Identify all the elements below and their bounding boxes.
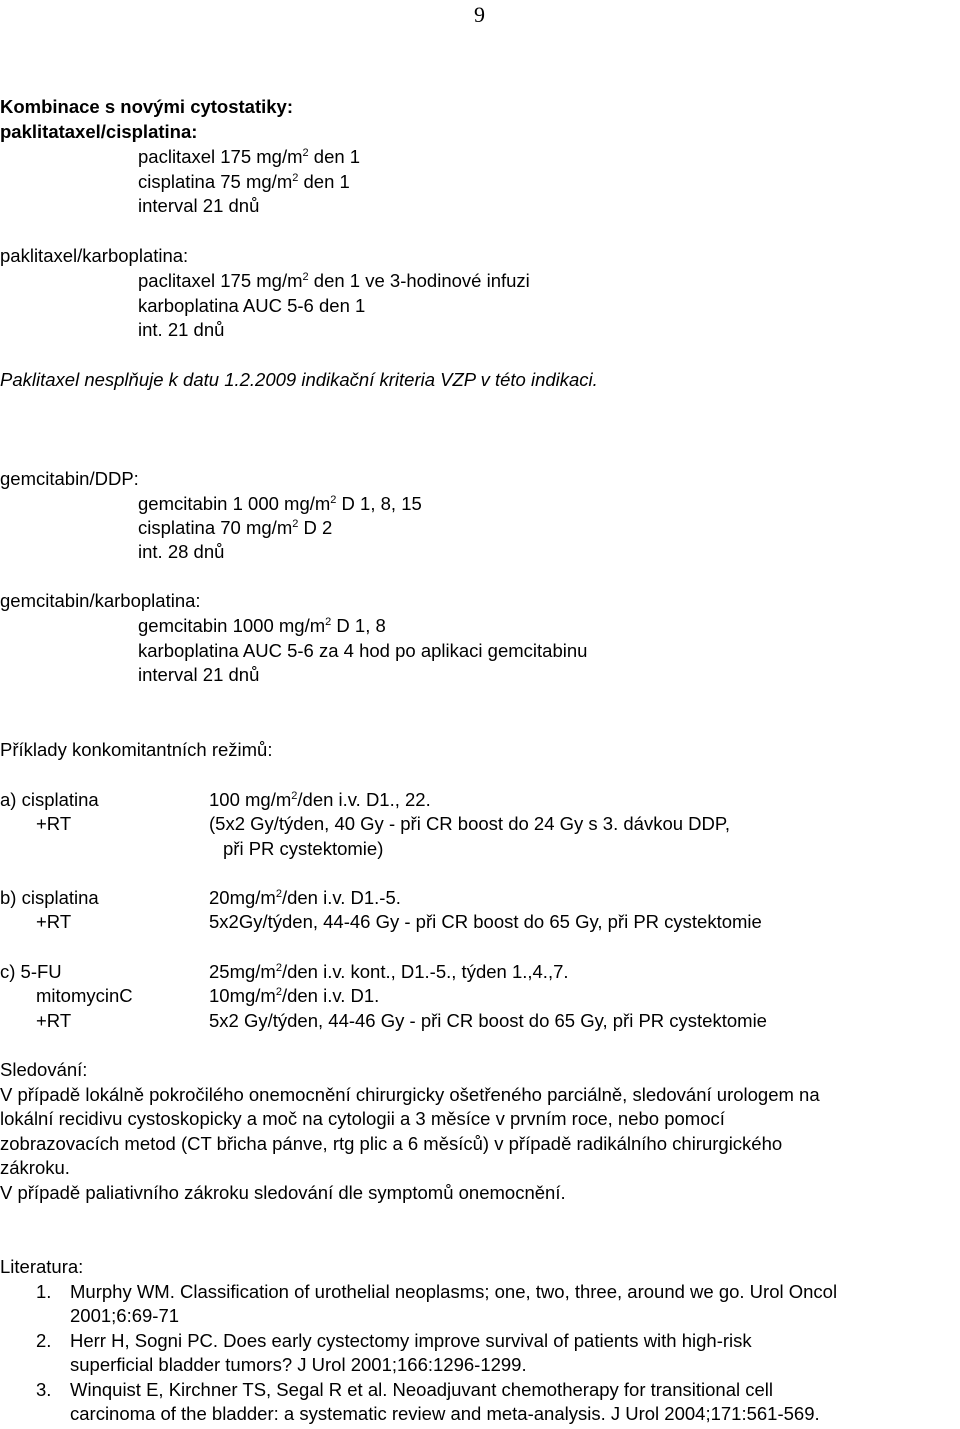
regimen-a-rt-text-2: při PR cystektomie) [223,838,384,859]
concomitant-heading: Příklady konkomitantních režimů: [0,739,273,760]
gk-line-1: gemcitabin 1000 $mg/m^2$ D 1, 8 [138,615,386,636]
followup-line-1: V případě lokálně pokročilého onemocnění chirurgicky ošetřeného parciálně, sledování urologem na [0,1084,820,1105]
pc-title: paklitataxel/cisplatina: [0,121,198,142]
regimen-b-label: b) cisplatina [0,887,99,908]
followup-line-3: zobrazovacích metod (CT břicha pánve, rtg plic a 6 měsíců) v případě radikálního chirurgického [0,1133,783,1154]
regimen-a-rt-label: +RT [36,813,72,834]
regimen-a-dose: 100 $mg/m^2$/den i.v. D1., 22. [209,789,431,810]
ref-3-line-2: carcinoma of the bladder: a systematic review and meta-analysis. J Urol 2004;171:561-569. [70,1403,820,1424]
gd-line-2: cisplatina 70 $mg/m^2$ D 2 [138,517,333,538]
ref-1-line-2: 2001;6:69-71 [70,1305,180,1326]
regimen-c-rt-text: 5x2 Gy/týden, 44-46 Gy - při CR boost do 65 Gy, při PR cystektomie [209,1010,767,1031]
pc-line-3: interval 21 dnů [138,195,260,216]
pk-line-1: paclitaxel 175 $mg/m^2$ den 1 ve 3-hodinové infuzi [138,270,530,291]
pc-line-2: cisplatina 75 $mg/m^2$ den 1 [138,171,350,192]
gd-line-1: gemcitabin 1 000 $mg/m^2$ D 1, 8, 15 [138,493,422,514]
followup-line-4: zákroku. [0,1157,70,1178]
regimen-c-rt-label: +RT [36,1010,72,1031]
regimen-b-rt-text: 5x2Gy/týden, 44-46 Gy - při CR boost do 65 Gy, při PR cystektomie [209,911,762,932]
regimen-c-label: c) 5-FU [0,961,62,982]
pk-line-2: karboplatina AUC 5-6 den 1 [138,295,366,316]
gk-title: gemcitabin/karboplatina: [0,590,201,611]
regimen-a-rt-text: (5x2 Gy/týden, 40 Gy - při CR boost do 24 Gy s 3. dávkou DDP, [209,813,730,834]
gk-line-2: karboplatina AUC 5-6 za 4 hod po aplikaci gemcitabinu [138,640,588,661]
ref-3-number: 3. [36,1379,52,1400]
combo-heading: Kombinace s novými cytostatiky: [0,96,294,117]
followup-line-5: V případě paliativního zákroku sledování dle symptomů onemocnění. [0,1182,566,1203]
ref-1-line-1: Murphy WM. Classification of urothelial neoplasms; one, two, three, around we go. Urol Oncol [70,1281,838,1302]
regimen-c-label-2: mitomycinC [36,985,133,1006]
ref-2-line-1: Herr H, Sogni PC. Does early cystectomy improve survival of patients with high-risk [70,1330,752,1351]
regimen-a-label: a) cisplatina [0,789,99,810]
ref-2-number: 2. [36,1330,52,1351]
gd-line-3: int. 28 dnů [138,541,225,562]
ref-2-line-2: superficial bladder tumors? J Urol 2001;166:1296-1299. [70,1354,527,1375]
followup-line-2: lokální recidivu cystoskopicky a moč na cytologii a 3 měsíce v prvním roce, nebo pomocí [0,1108,725,1129]
pc-line-1: paclitaxel 175 $mg/m^2$ den 1 [138,146,361,167]
ref-1-number: 1. [36,1281,52,1302]
ref-3-line-1: Winquist E, Kirchner TS, Segal R et al. Neoadjuvant chemotherapy for transitional cell [70,1379,773,1400]
pk-title: paklitaxel/karboplatina: [0,245,189,266]
page-number: 9 [474,2,485,27]
followup-heading: Sledování: [0,1059,88,1080]
regimen-c-dose-2: $10mg/m^2$/den i.v. D1. [209,985,380,1006]
gd-title: gemcitabin/DDP: [0,468,139,489]
gk-line-3: interval 21 dnů [138,664,260,685]
pk-line-3: int. 21 dnů [138,319,225,340]
regimen-c-dose: $25mg/m^2$/den i.v. kont., D1.-5., týden 1.,4.,7. [209,961,569,982]
regimen-b-dose: $20mg/m^2$/den i.v. D1.-5. [209,887,401,908]
regimen-b-rt-label: +RT [36,911,72,932]
paclitaxel-note: Paklitaxel nesplňuje k datu 1.2.2009 indikační kriteria VZP v této indikaci. [0,369,598,390]
literature-heading: Literatura: [0,1256,84,1277]
